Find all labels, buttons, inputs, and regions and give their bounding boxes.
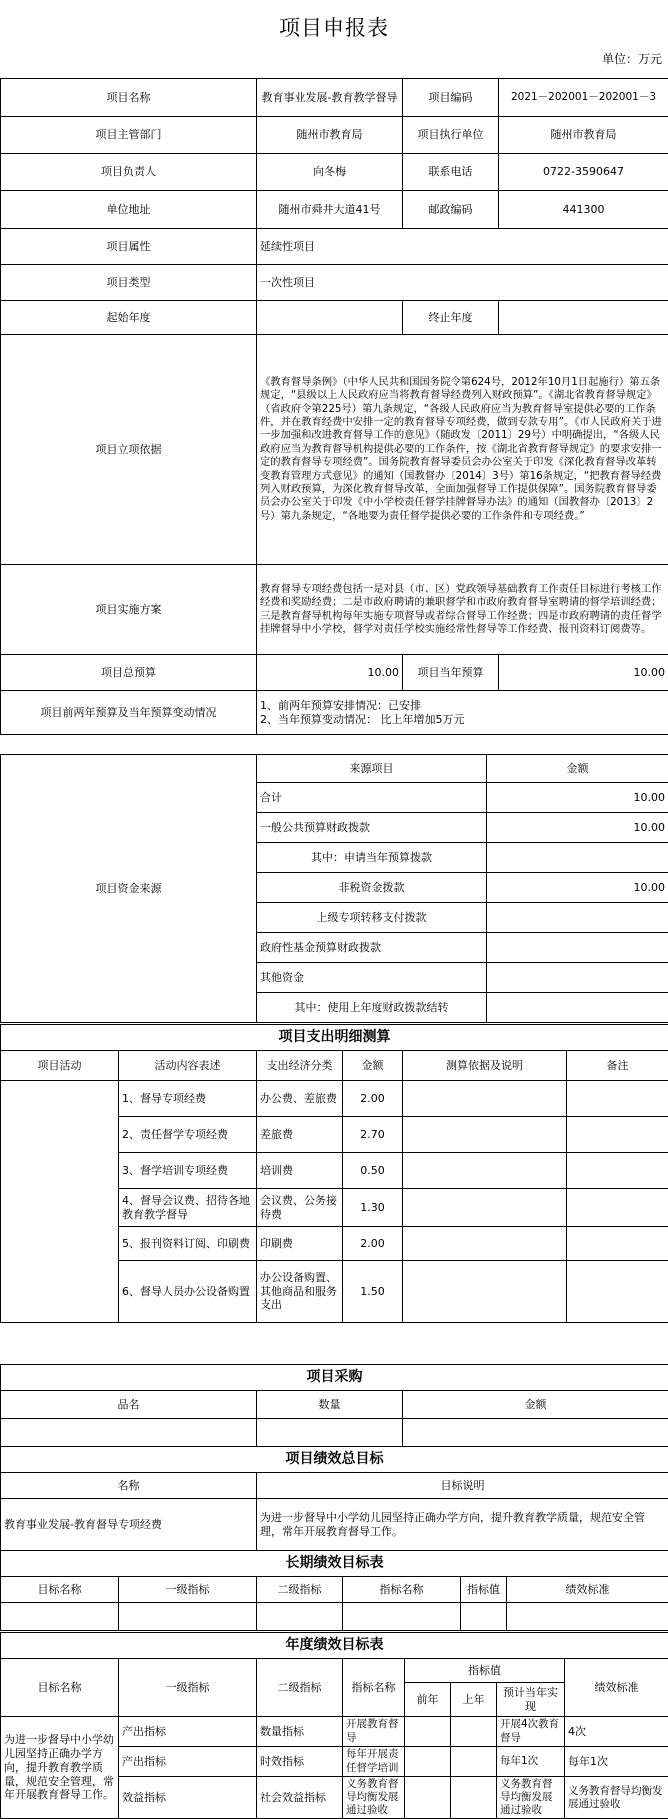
annual-indicator: 开展教育督导 — [343, 1717, 405, 1747]
annual-prev — [405, 1747, 451, 1777]
expense-note — [567, 1153, 668, 1189]
label-end-year: 终止年度 — [403, 301, 499, 335]
expense-note — [567, 1227, 668, 1261]
funding-row-amount — [487, 903, 668, 933]
expense-table — [0, 1024, 668, 1323]
address: 随州市舜井大道41号 — [257, 191, 403, 229]
annual-standard: 4次 — [565, 1717, 668, 1747]
expense-content: 3、督学培训专项经费 — [119, 1153, 257, 1189]
project-code: 2021－202001－202001－3 — [499, 79, 668, 117]
funding-row-amount — [487, 843, 668, 873]
funding-row-amount: 10.00 — [487, 813, 668, 843]
expense-basis — [403, 1153, 567, 1189]
procure-head-qty: 数量 — [257, 1391, 403, 1419]
annual-head-expected: 预计当年实现 — [497, 1683, 565, 1717]
expense-basis — [403, 1117, 567, 1153]
page-title: 项目申报表 — [279, 16, 389, 40]
expense-class: 培训费 — [257, 1153, 343, 1189]
expense-basis — [403, 1261, 567, 1323]
expense-basis — [403, 1081, 567, 1117]
funding-row-name: 非税资金拨款 — [257, 873, 487, 903]
zip: 441300 — [499, 191, 668, 229]
budget-change-line-1: 1、前两年预算安排情况：已安排 — [260, 698, 421, 712]
project-name: 教育事业发展-教育教学督导 — [257, 79, 403, 117]
funding-head-amount: 金额 — [487, 755, 668, 783]
annual-l1: 效益指标 — [119, 1777, 257, 1819]
annual-l1: 产出指标 — [119, 1747, 257, 1777]
label-dept: 项目主管部门 — [1, 117, 257, 154]
expense-head-class: 支出经济分类 — [257, 1051, 343, 1081]
label-phone: 联系电话 — [403, 154, 499, 191]
annual-head-value: 指标值 — [405, 1659, 565, 1683]
expense-content: 6、督导人员办公设备购置 — [119, 1261, 257, 1323]
longterm-cell — [343, 1603, 461, 1631]
funding-row-name: 上级专项转移支付拨款 — [257, 903, 487, 933]
annual-expected: 义务教育督导均衡发展通过验收 — [497, 1777, 565, 1819]
annual-l2: 数量指标 — [257, 1717, 343, 1747]
label-address: 单位地址 — [1, 191, 257, 229]
label-current-budget: 项目当年预算 — [403, 655, 499, 691]
expense-class: 办公设备购置、其他商品和服务支出 — [257, 1261, 343, 1323]
exec-unit: 随州市教育局 — [499, 117, 668, 154]
expense-amount: 2.00 — [343, 1227, 403, 1261]
type: 一次性项目 — [257, 265, 668, 301]
procure-title: 项目采购 — [1, 1365, 668, 1391]
expense-head-amount: 金额 — [343, 1051, 403, 1081]
expense-note — [567, 1117, 668, 1153]
label-attribute: 项目属性 — [1, 229, 257, 265]
procure-amount — [403, 1419, 668, 1447]
total-budget: 10.00 — [257, 655, 403, 691]
expense-head-activity: 项目活动 — [1, 1051, 119, 1081]
overall-name: 教育事业发展-教育督导专项经费 — [1, 1499, 257, 1551]
overall-title: 项目绩效总目标 — [1, 1447, 668, 1473]
procure-head-amount: 金额 — [403, 1391, 668, 1419]
annual-indicator: 义务教育督导均衡发展通过验收 — [343, 1777, 405, 1819]
current-budget: 10.00 — [499, 655, 668, 691]
annual-target: 为进一步督导中小学幼儿园坚持正确办学方向，提升教育教学质量，规范安全管理，常年开展教育督导工作。 — [1, 1717, 119, 1819]
funding-row-name: 一般公共预算财政拨款 — [257, 813, 487, 843]
longterm-cell — [257, 1603, 343, 1631]
longterm-cell — [1, 1603, 119, 1631]
longterm-head-standard: 绩效标准 — [507, 1577, 668, 1603]
label-start-year: 起始年度 — [1, 301, 257, 335]
label-plan: 项目实施方案 — [1, 565, 257, 655]
annual-title: 年度绩效目标表 — [1, 1633, 668, 1659]
info-table — [0, 78, 668, 735]
annual-table — [0, 1632, 668, 1819]
longterm-head-l1: 一级指标 — [119, 1577, 257, 1603]
annual-standard: 每年1次 — [565, 1747, 668, 1777]
plan: 教育督导专项经费包括一是对县（市、区）党政领导基础教育工作责任目标进行考核工作经费和奖励经费；二是市政府聘请的兼职督学和市政府教育督导室聘请的督学培训经费；三是教育督导机构每年实施专项督导或者综合督导工作经费；四是市政府聘请的责任督学挂牌督导中小学校，督学对责任学校实施经常性督导等工作经费、报刊资料订阅费等。 — [257, 565, 668, 655]
label-total-budget: 项目总预算 — [1, 655, 257, 691]
annual-standard: 义务教育督导均衡发展通过验收 — [565, 1777, 668, 1819]
label-exec-unit: 项目执行单位 — [403, 117, 499, 154]
annual-l2: 时效指标 — [257, 1747, 343, 1777]
expense-class: 办公费、差旅费 — [257, 1081, 343, 1117]
owner: 向冬梅 — [257, 154, 403, 191]
longterm-head-target: 目标名称 — [1, 1577, 119, 1603]
attribute: 延续性项目 — [257, 229, 668, 265]
basis: 《教育督导条例》（中华人民共和国国务院令第624号，2012年10月1日起施行）第五条规定，“县级以上人民政府应当将教育督导经费列入财政预算”。《湖北省教育督导规定》（省政府令第225号）第九条规定，“各级人民政府应当为教育督导室提供必要的工作条件，并在教育经费中安排一定的教育督导专项经费，做到专款专用”。《市人民政府关于进一步加强和改进教育督导工作的意见》（随政发〔2011〕29号）中明确提出，“各级人民政府应当为教育督导机构提供必要的工作条件，按《湖北省教育督导规定》的要求安排一定的教育督导专项经费”。国务院教育督导委员会办公室关于印发《深化教育督导改革转变教育管理方式意见》的通知（国教督办〔2014〕3号）第16条规定，“把教育督导经费列入财政预算，为深化教育督导改革，全面加强督导工作提供保障”。国务院教育督导委员会办公室关于印发《中小学校责任督学挂牌督导办法》的通知（国教督办〔2013〕2号）第九条规定，“各地要为责任督学提供必要的工作条件和专项经费。” — [257, 335, 668, 565]
funding-row-name: 其中：使用上年度财政拨款结转 — [257, 993, 487, 1023]
expense-basis — [403, 1189, 567, 1227]
expense-note — [567, 1189, 668, 1227]
annual-head-standard: 绩效标准 — [565, 1659, 668, 1717]
budget-change-line-2: 2、当年预算变动情况： 比上年增加5万元 — [260, 712, 465, 726]
expense-head-note: 备注 — [567, 1051, 668, 1081]
longterm-head-indicator: 指标名称 — [343, 1577, 461, 1603]
expense-content: 2、责任督学专项经费 — [119, 1117, 257, 1153]
label-budget-change: 项目前两年预算及当年预算变动情况 — [1, 691, 257, 735]
expense-amount: 0.50 — [343, 1153, 403, 1189]
longterm-cell — [507, 1603, 668, 1631]
annual-prev — [405, 1777, 451, 1819]
expense-note — [567, 1261, 668, 1323]
procurement-table — [0, 1364, 668, 1447]
label-project-code: 项目编码 — [403, 79, 499, 117]
annual-l2: 社会效益指标 — [257, 1777, 343, 1819]
annual-last — [451, 1777, 497, 1819]
label-basis: 项目立项依据 — [1, 335, 257, 565]
longterm-head-value: 指标值 — [461, 1577, 507, 1603]
expense-content: 1、督导专项经费 — [119, 1081, 257, 1117]
expense-note — [567, 1081, 668, 1117]
expense-basis — [403, 1227, 567, 1261]
expense-amount: 2.00 — [343, 1081, 403, 1117]
funding-row-amount: 10.00 — [487, 873, 668, 903]
expense-activity-cell — [1, 1081, 119, 1323]
funding-row-name: 其中：申请当年预算拨款 — [257, 843, 487, 873]
procure-head-item: 品名 — [1, 1391, 257, 1419]
funding-head-source: 来源项目 — [257, 755, 487, 783]
longterm-head-l2: 二级指标 — [257, 1577, 343, 1603]
funding-table — [0, 754, 668, 1023]
funding-row-amount — [487, 993, 668, 1023]
overall-head-name: 名称 — [1, 1473, 257, 1499]
end-year — [499, 301, 668, 335]
procure-qty — [257, 1419, 403, 1447]
phone: 0722-3590647 — [499, 154, 668, 191]
expense-class: 会议费、公务接待费 — [257, 1189, 343, 1227]
overall-head-desc: 目标说明 — [257, 1473, 668, 1499]
expense-amount: 1.50 — [343, 1261, 403, 1323]
dept: 随州市教育局 — [257, 117, 403, 154]
procure-item — [1, 1419, 257, 1447]
funding-row-name: 合计 — [257, 783, 487, 813]
annual-head-target: 目标名称 — [1, 1659, 119, 1717]
label-owner: 项目负责人 — [1, 154, 257, 191]
funding-row-name: 其他资金 — [257, 963, 487, 993]
longterm-table — [0, 1550, 668, 1631]
annual-head-indicator: 指标名称 — [343, 1659, 405, 1717]
expense-title: 项目支出明细测算 — [1, 1025, 668, 1051]
overall-desc: 为进一步督导中小学幼儿园坚持正确办学方向，提升教育教学质量，规范安全管理，常年开展教育督导工作。 — [257, 1499, 668, 1551]
funding-row-amount — [487, 933, 668, 963]
longterm-cell — [119, 1603, 257, 1631]
annual-head-prev-year: 前年 — [405, 1683, 451, 1717]
label-type: 项目类型 — [1, 265, 257, 301]
longterm-title: 长期绩效目标表 — [1, 1551, 668, 1577]
annual-indicator: 每年开展责任督学培训 — [343, 1747, 405, 1777]
unit-label: 单位：万元 — [601, 52, 662, 66]
funding-row-name: 政府性基金预算财政拨款 — [257, 933, 487, 963]
start-year — [257, 301, 403, 335]
expense-content: 5、报刊资料订阅、印刷费 — [119, 1227, 257, 1261]
label-project-name: 项目名称 — [1, 79, 257, 117]
annual-l1: 产出指标 — [119, 1717, 257, 1747]
annual-last — [451, 1717, 497, 1747]
annual-expected: 每年1次 — [497, 1747, 565, 1777]
budget-change — [257, 691, 668, 735]
expense-class: 印刷费 — [257, 1227, 343, 1261]
expense-head-basis: 测算依据及说明 — [403, 1051, 567, 1081]
funding-row-amount: 10.00 — [487, 783, 668, 813]
annual-prev — [405, 1717, 451, 1747]
funding-row-amount — [487, 963, 668, 993]
annual-head-last-year: 上年 — [451, 1683, 497, 1717]
expense-class: 差旅费 — [257, 1117, 343, 1153]
expense-amount: 1.30 — [343, 1189, 403, 1227]
overall-goal-table — [0, 1446, 668, 1551]
annual-last — [451, 1747, 497, 1777]
expense-amount: 2.70 — [343, 1117, 403, 1153]
annual-head-l1: 一级指标 — [119, 1659, 257, 1717]
longterm-cell — [461, 1603, 507, 1631]
expense-head-content: 活动内容表述 — [119, 1051, 257, 1081]
expense-content: 4、督导会议费、招待各地教育教学督导 — [119, 1189, 257, 1227]
label-zip: 邮政编码 — [403, 191, 499, 229]
annual-expected: 开展4次教育督导 — [497, 1717, 565, 1747]
annual-head-l2: 二级指标 — [257, 1659, 343, 1717]
label-funding-source: 项目资金来源 — [1, 755, 257, 1023]
